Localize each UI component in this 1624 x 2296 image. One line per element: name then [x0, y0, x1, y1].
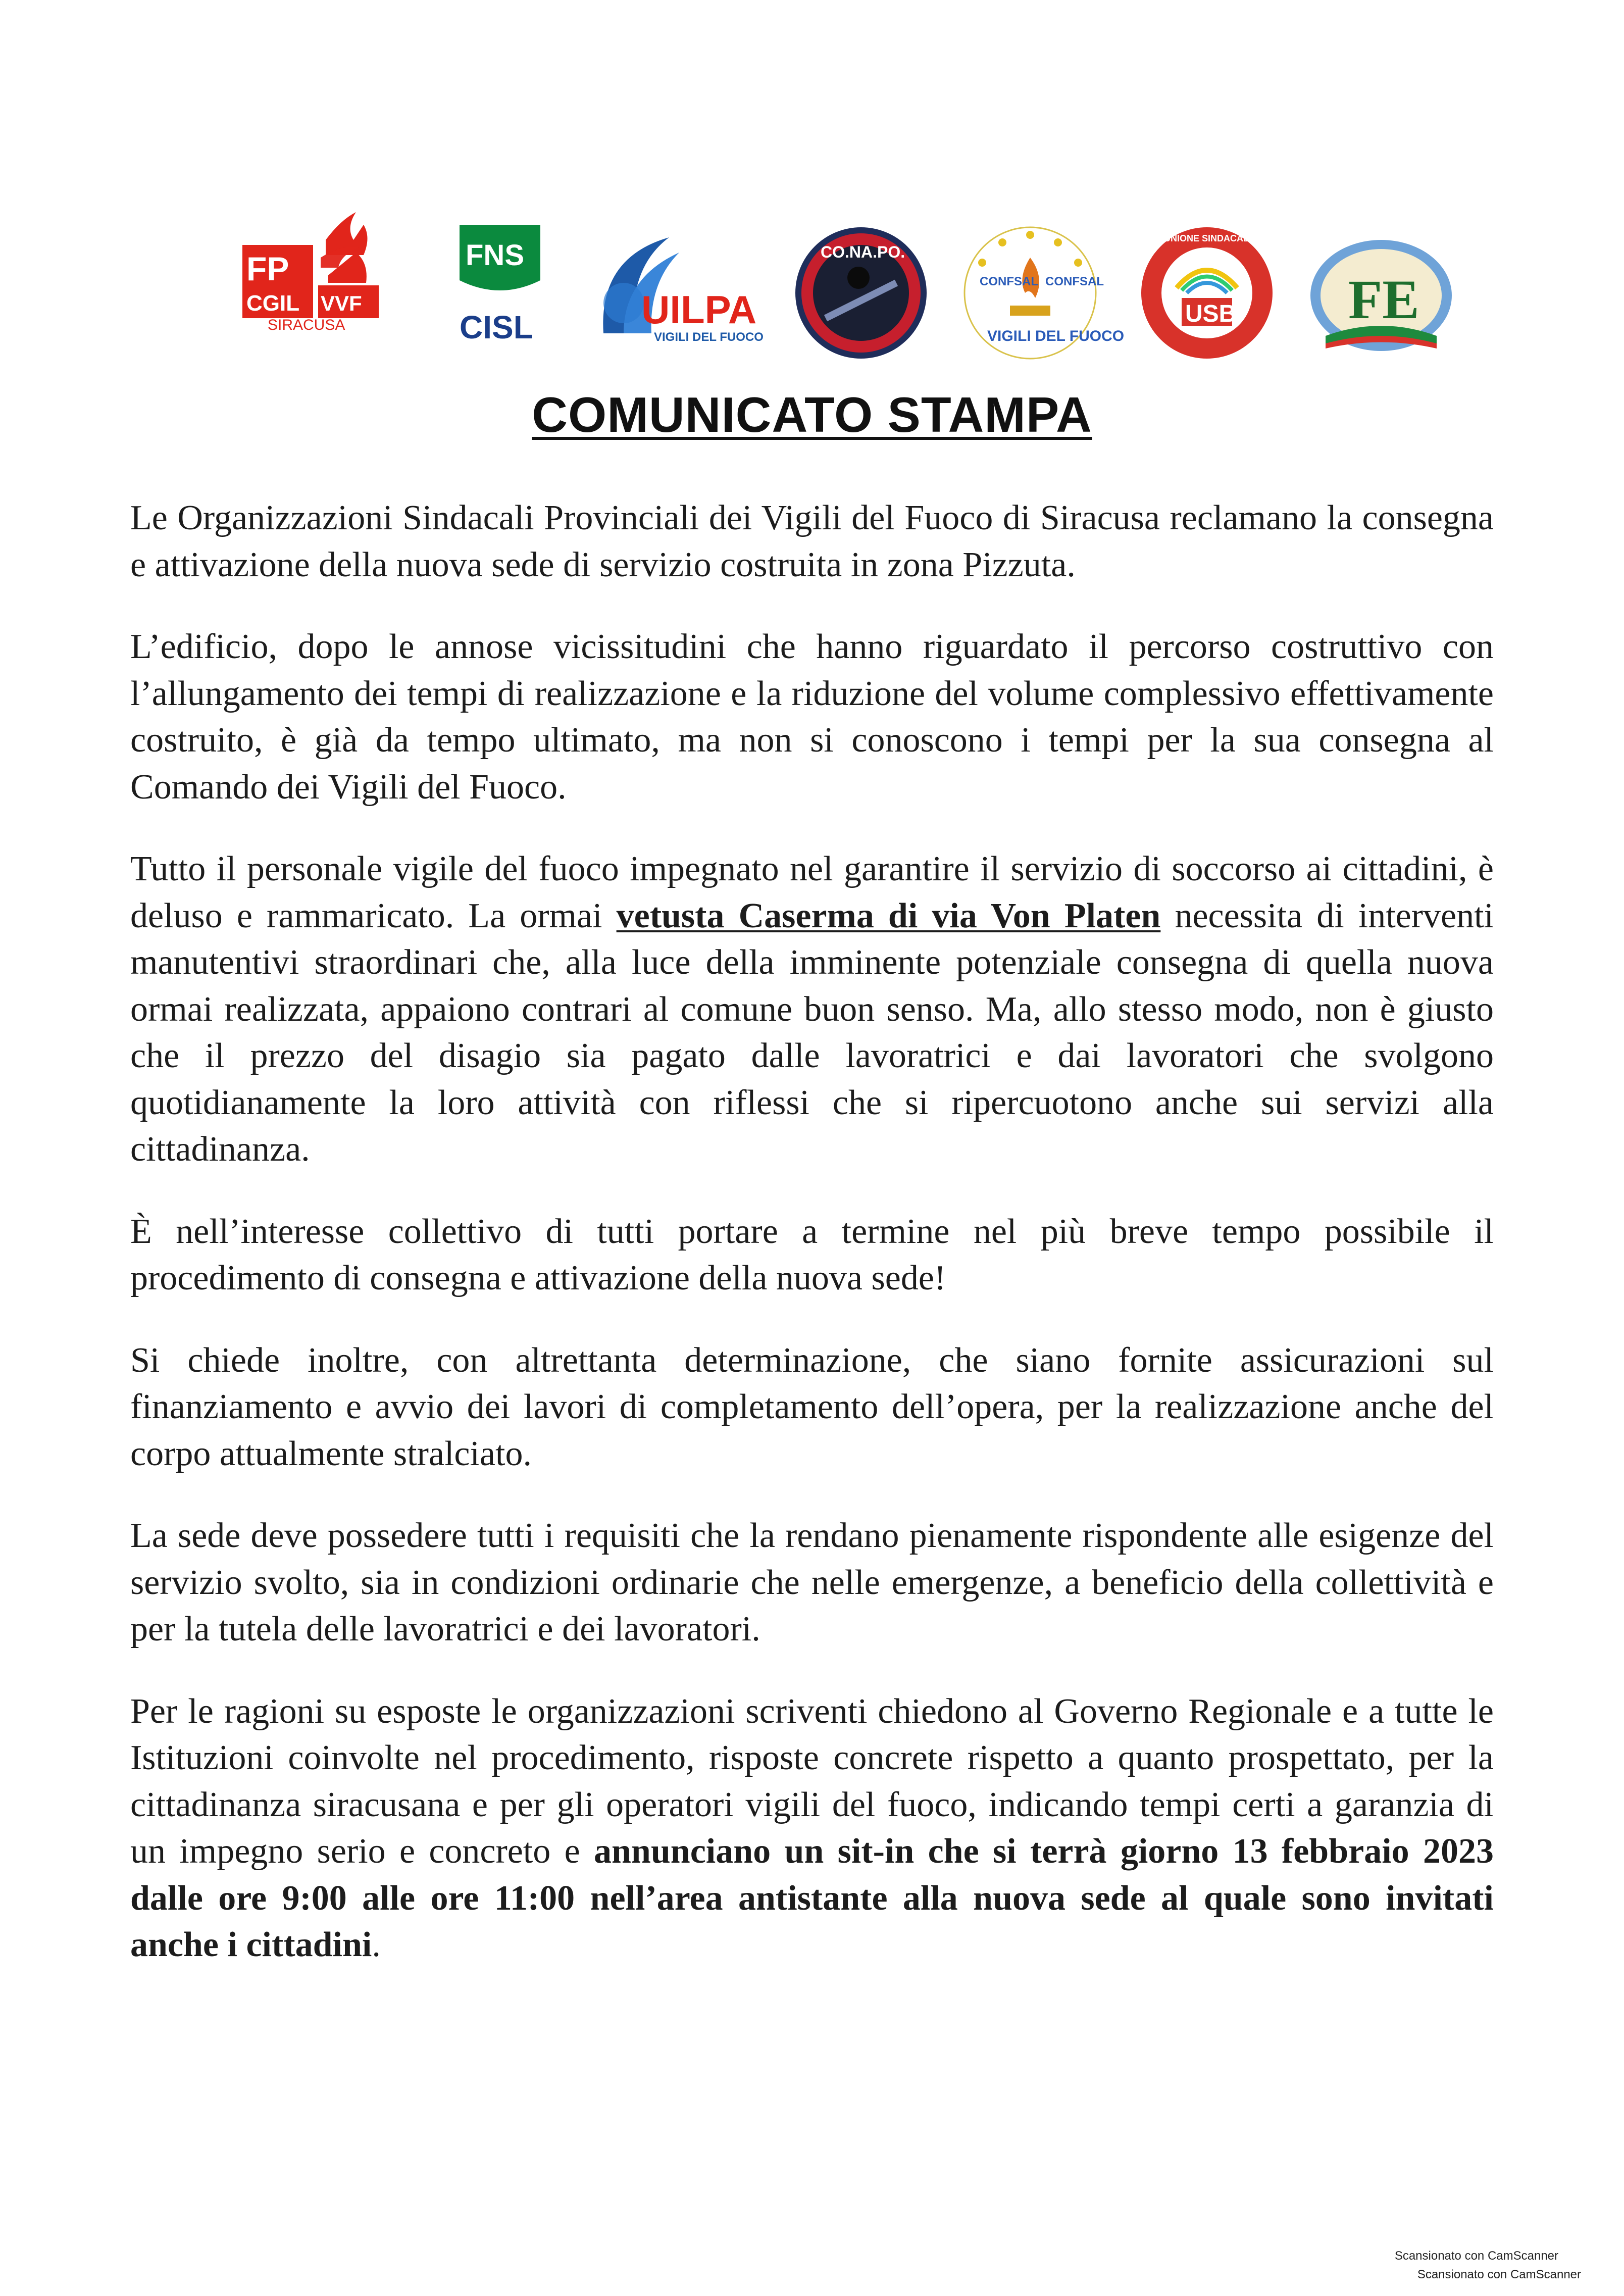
paragraph-4: È nell’interesse collettivo di tutti portare a termine nel più breve tempo possibile il procedimento di consegna e attivazione della nuova sede!: [130, 1212, 1494, 1297]
paragraph-5: Si chiede inoltre, con altrettanta determinazione, che siano fornite assicurazioni sul finanziamento e avvio dei lavori di completamento dell’opera, per la realizzazione anche del corpo attualmente stralciato.: [130, 1340, 1494, 1473]
paragraph-7-sit-in-announcement: annunciano un sit-in che si terrà giorno 13 febbraio 2023 dalle ore 9:00 alle ore 11:00 nell’area antistante alla nuova sede al quale sono invitati anche i cittadini: [130, 1832, 1494, 1964]
paragraph-3-emphasis: vetusta Caserma di via Von Platen: [616, 896, 1161, 935]
svg-text:FP: FP: [246, 250, 289, 287]
svg-text:UILPA: UILPA: [641, 287, 757, 332]
fe-logo: [1305, 235, 1457, 356]
logo-row: [237, 210, 1454, 361]
svg-text:UNIONE SINDACALE DI BASE: UNIONE SINDACALE DI BASE: [1164, 233, 1295, 243]
camscanner-watermark-2: Scansionato con CamScanner: [1417, 2268, 1581, 2281]
svg-text:CGIL: CGIL: [246, 291, 300, 316]
paragraph-1: Le Organizzazioni Sindacali Provinciali dei Vigili del Fuoco di Siracusa reclamano la consegna e attivazione della nuova sede di servizio costruita in zona Pizzuta.: [130, 498, 1494, 584]
camscanner-watermark-1: Scansionato con CamScanner: [1394, 2249, 1558, 2263]
svg-text:FE: FE: [1348, 269, 1419, 330]
fns-cisl-logo: [449, 215, 550, 346]
paragraph-7-part-a: Per le ragioni su esposte le organizzazioni scriventi chiedono al Governo Regionale e a tutte le Istituzioni coinvolte nel procedimento, risposte concrete rispetto a quanto prospettato, per la cittadinanza siracusana e per gli operatori vigili del fuoco, indicando tempi certi a garanzia di un impegno serio e concreto e: [130, 1691, 1494, 1871]
usb-vvf-logo: [1136, 222, 1295, 364]
paragraph-3: [130, 846, 1494, 1173]
paragraph-3-part-c: necessita di interventi manutentivi straordinari che, alla luce della imminente potenziale consegna di quella nuova ormai realizzata, appaiono contrari al comune buon senso. Ma, allo stesso modo, non è giusto che il prezzo del disagio sia pagato dalle lavoratrici e dai lavoratori che svolgono quotidianamente la loro attività con riflessi che si ripercuotono anche sui servizi alla cittadinanza.: [130, 896, 1494, 1169]
paragraph-6: La sede deve possedere tutti i requisiti che la rendano pienamente rispondente alle esigenze del servizio svolto, sia in condizioni ordinarie che nelle emergenze, a beneficio della collettività e per la tutela delle lavoratrici e dei lavoratori.: [130, 1516, 1494, 1649]
press-release-body: [130, 495, 1494, 2004]
paragraph-7-part-c: .: [372, 1925, 381, 1964]
paragraph-7: [130, 1688, 1494, 1969]
paragraph-3-part-a: Tutto il personale vigile del fuoco impegnato nel garantire il servizio di soccorso ai cittadini, è deluso e rammaricato. La ormai: [130, 850, 1494, 935]
conapo-logo: [790, 222, 932, 364]
svg-text:FNS: FNS: [466, 239, 524, 272]
page-title: COMUNICATO STAMPA: [532, 387, 1092, 442]
svg-text:VVF: VVF: [321, 291, 362, 315]
svg-text:CONFSAL: CONFSAL: [1045, 275, 1104, 288]
fp-cgil-vvf-logo: [237, 210, 389, 331]
svg-text:CO.NA.PO.: CO.NA.PO.: [821, 243, 905, 261]
svg-text:CONFSAL: CONFSAL: [980, 275, 1038, 288]
svg-text:VIGILI DEL FUOCO: VIGILI DEL FUOCO: [987, 328, 1125, 344]
paragraph-2: L’edificio, dopo le annose vicissitudini che hanno riguardato il percorso costruttivo con l’allungamento dei tempi di realizzazione e la riduzione del volume complessivo effettivamente costruito, è già da tempo ultimato, ma non si conoscono i tempi per la sua consegna al Comando dei Vigili del Fuoco.: [130, 627, 1494, 807]
confsal-vvf-logo: [959, 222, 1125, 364]
svg-text:USB: USB: [1185, 301, 1237, 327]
svg-text:VIGILI DEL FUOCO: VIGILI DEL FUOCO: [654, 330, 764, 344]
svg-text:SIRACUSA: SIRACUSA: [268, 317, 345, 333]
svg-text:CISL: CISL: [460, 309, 533, 345]
uilpa-logo: [593, 232, 764, 354]
